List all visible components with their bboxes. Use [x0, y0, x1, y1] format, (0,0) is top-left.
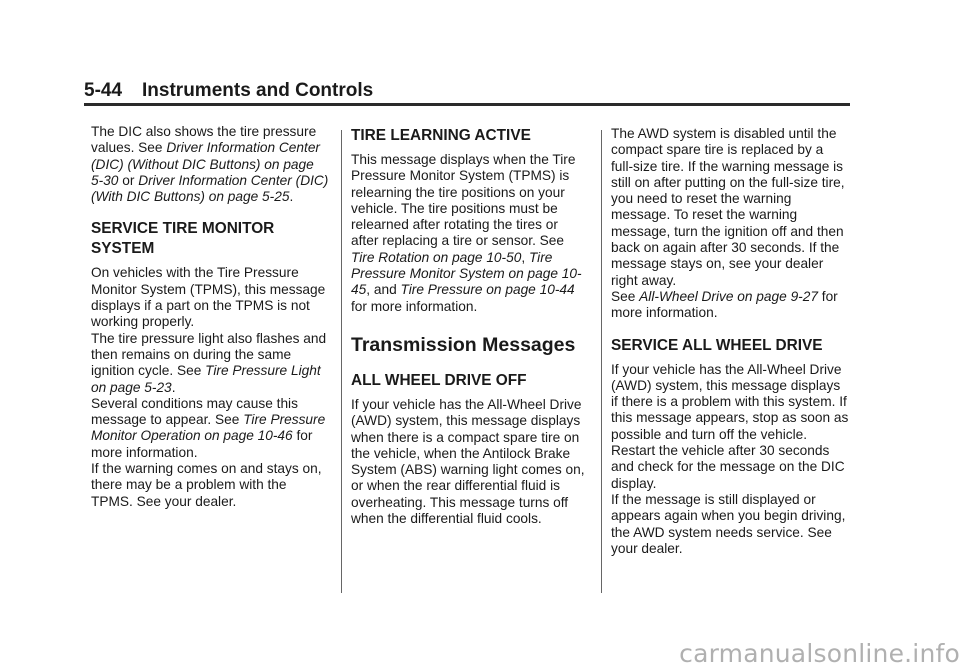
heading-all-wheel-drive-off: ALL WHEEL DRIVE OFF [351, 371, 527, 389]
heading-tire-learning-active: TIRE LEARNING ACTIVE [351, 127, 531, 144]
section-heading-transmission-messages: Transmission Messages [351, 333, 576, 356]
column-divider-2 [601, 130, 602, 593]
page-header [84, 80, 373, 102]
heading-service-tire-monitor: SERVICE TIRE MONITOR SYSTEM [91, 220, 275, 258]
xref-dic-without-buttons[interactable]: Driver Information Center (DIC) (Without DIC Buttons) on page 5-30 [91, 140, 320, 188]
paragraph: See All-Wheel Drive on page 9-27 for more information. [611, 288, 838, 321]
xref-tpms-operation[interactable]: Tire Pressure Monitor Operation on page 10-46 [91, 412, 326, 444]
heading-service-all-wheel-drive: SERVICE ALL WHEEL DRIVE [611, 336, 823, 354]
watermark: carmanualsonline.info [679, 639, 960, 668]
paragraph: This message displays when the Tire Pressure Monitor System (TPMS) is relearning the tire positions on your vehicle. The tire positions must be relearned after rotating the tires or after replacing a tire or sensor. See Tire Rotation on page 10-50, Tire Pressure Monitor System on page 10-45, and Tire Pressure on page 10-44 for more information. [351, 152, 582, 314]
column-1 [91, 124, 329, 510]
column-divider-1 [341, 130, 342, 593]
xref-tire-pressure[interactable]: Tire Pressure on page 10-44 [400, 282, 575, 298]
page-number: 5-44 [84, 80, 123, 101]
paragraph: If the message is still displayed or appears again when you begin driving, the AWD system needs service. See your dealer. [611, 491, 846, 556]
paragraph: Several conditions may cause this message to appear. See Tire Pressure Monitor Operation on page 10-46 for more information. [91, 395, 326, 460]
xref-tire-rotation[interactable]: Tire Rotation on page 10-50 [351, 249, 522, 265]
section-title: Instruments and Controls [142, 80, 374, 101]
xref-dic-with-buttons[interactable]: Driver Information Center (DIC) (With DIC Buttons) on page 5-25 [91, 172, 329, 205]
paragraph: If the warning comes on and stays on, there may be a problem with the TPMS. See your dealer. [91, 461, 322, 509]
intro-paragraph: The DIC also shows the tire pressure values. See Driver Information Center (DIC) (Without DIC Buttons) on page 5-30 or Driver Information Center (DIC) (With DIC Buttons) on page 5-25. [91, 124, 329, 205]
xref-tire-pressure-light[interactable]: Tire Pressure Light on page 5-23 [91, 363, 321, 395]
header-rule [84, 103, 850, 106]
paragraph: If your vehicle has the All-Wheel Drive (AWD) system, this message displays when there is a compact spare tire on the vehicle, when the Antilock Brake System (ABS) warning light comes on, or when the rear differential fluid is overheating. This message turns off when the differential fluid cools. [351, 396, 585, 527]
xref-all-wheel-drive[interactable]: All-Wheel Drive on page 9-27 [639, 288, 818, 304]
paragraph: The tire pressure light also flashes and then remains on during the same ignition cycle. See Tire Pressure Light on page 5-23. [91, 330, 327, 395]
column-3 [611, 126, 849, 557]
paragraph: On vehicles with the Tire Pressure Monitor System (TPMS), this message displays if a part on the TPMS is not working properly. [91, 265, 326, 330]
paragraph: If your vehicle has the All-Wheel Drive (AWD) system, this message displays if there is a problem with this system. If this message appears, stop as soon as possible and turn off the vehicle. Restart the vehicle after 30 seconds and check for the message on the DIC display. [611, 361, 849, 491]
paragraph: The AWD system is disabled until the compact spare tire is replaced by a full-size tire. If the warning message is still on after putting on the full-size tire, you need to reset the warning message. To reset the warning message, turn the ignition off and then back on again after 30 seconds. If the message stays on, see your dealer right away. [611, 126, 845, 288]
xref-tpms[interactable]: Tire Pressure Monitor System on page 10-45 [351, 249, 582, 298]
column-2 [351, 126, 589, 527]
